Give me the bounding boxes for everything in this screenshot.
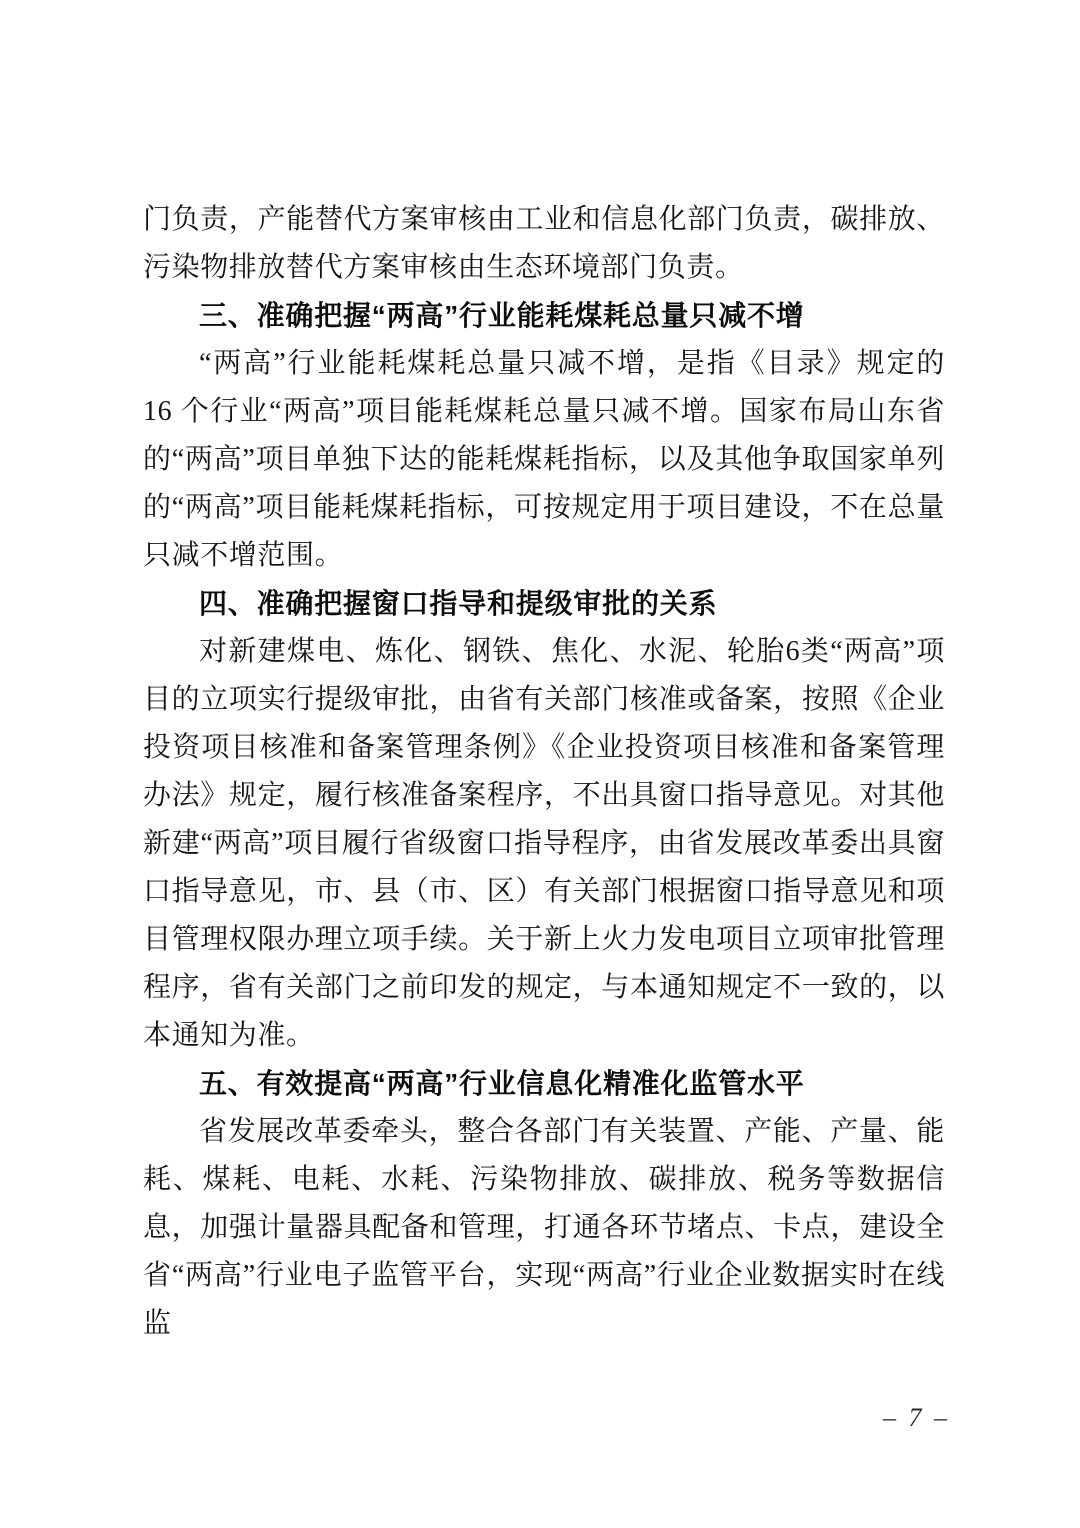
- paragraph-continuation: 门负责，产能替代方案审核由工业和信息化部门负责，碳排放、污染物排放替代方案审核由生态环境部门负责。: [143, 204, 945, 283]
- section-three-paragraph: “两高”行业能耗煤耗总量只减不增，是指《目录》规定的 16 个行业“两高”项目能耗煤耗总量只减不增。国家布局山东省的“两高”项目单独下达的能耗煤耗指标，以及其他争取国家单列的“两高”项目能耗煤耗指标，可按规定用于项目建设，不在总量只减不增范围。: [143, 348, 945, 571]
- section-heading-five: 五、有效提高“两高”行业信息化精准化监管水平: [199, 1068, 805, 1099]
- section-five-paragraph: 省发展改革委牵头，整合各部门有关装置、产能、产量、能耗、煤耗、电耗、水耗、污染物排放、碳排放、税务等数据信息，加强计量器具配备和管理，打通各环节堵点、卡点，建设全省“两高”行业电子监管平台，实现“两高”行业企业数据实时在线监: [143, 1116, 945, 1339]
- page-number: – 7 –: [883, 1403, 950, 1432]
- body-text-block: [143, 196, 945, 1348]
- section-heading-three: 三、准确把握“两高”行业能耗煤耗总量只减不增: [199, 300, 805, 331]
- section-four-paragraph: 对新建煤电、炼化、钢铁、焦化、水泥、轮胎6类“两高”项目的立项实行提级审批，由省有关部门核准或备案，按照《企业投资项目核准和备案管理条例》《企业投资项目核准和备案管理办法》规定，履行核准备案程序，不出具窗口指导意见。对其他新建“两高”项目履行省级窗口指导程序，由省发展改革委出具窗口指导意见，市、县（市、区）有关部门根据窗口指导意见和项目管理权限办理立项手续。关于新上火力发电项目立项审批管理程序，省有关部门之前印发的规定，与本通知规定不一致的，以本通知为准。: [143, 636, 945, 1051]
- section-heading-four: 四、准确把握窗口指导和提级审批的关系: [199, 588, 718, 619]
